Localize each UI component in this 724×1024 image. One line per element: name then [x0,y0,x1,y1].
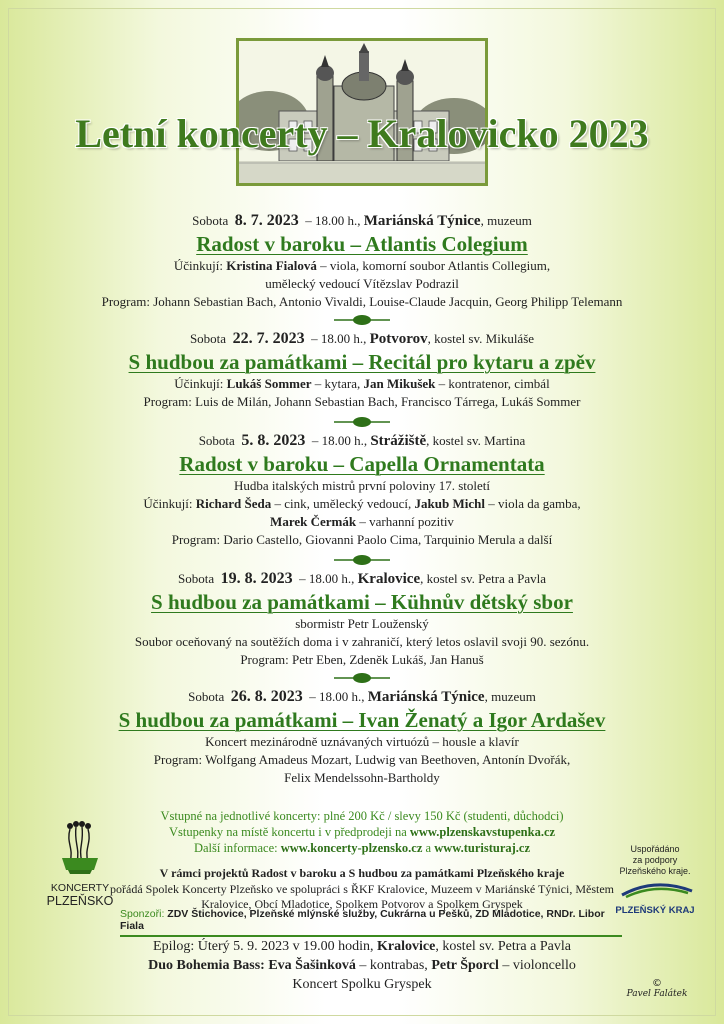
tourism-link[interactable]: www.turisturaj.cz [434,841,531,855]
event-detail-line: Koncert mezinárodně uznávaných virtuózů – housle a klavír [205,734,519,749]
ornament-divider-icon [332,554,392,566]
plzensky-kraj-logo: Uspořádáno za podpory Plzeňského kraje. PLZEŇSKÝ KRAJ [600,844,710,916]
event-title: S hudbou za památkami – Kühnův dětský sbor [151,590,573,614]
event-detail-line: Program: Wolfgang Amadeus Mozart, Ludwig van Beethoven, Antonín Dvořák, [153,752,571,767]
copyright: © Pavel Falátek [626,978,688,999]
event-detail-line: Soubor oceňovaný na soutěžích doma i v zahraničí, který letos oslavil svoji 90. sezónu. [134,634,590,649]
concert-event [0,432,724,549]
event-detail-line: Marek Čermák – varhanní pozitiv [270,514,454,529]
sponsors-names: ZDV Štichovice, Plzeňské mlýnské služby, Cukrárna u Pešků, ZD Mladotice, RNDr. Libor Fiala [120,908,605,932]
event-date-line: Sobota 19. 8. 2023 – 18.00 h., Kralovice, kostel sv. Petra a Pavla [178,570,546,587]
region-swoosh-icon [600,877,710,899]
event-detail-line: Účinkují: Richard Šeda – cink, umělecký vedoucí, Jakub Michl – viola da gamba, [143,496,581,511]
event-detail-line: Program: Dario Castello, Giovanni Paolo Cima, Tarquinio Merula a další [171,532,553,547]
music-notes-icon [40,818,120,880]
concert-event [0,688,724,787]
event-date-line: Sobota 8. 7. 2023 – 18.00 h., Mariánská Týnice, muzeum [192,212,532,229]
project-text: pořádá Spolek Koncerty Plzeňsko ve spolupráci s ŘKF Kralovice, Muzeem v Mariánské Týnici, Městem Kralovice, Obcí Mladotice, Spolkem Potvorov a Spolkem Gryspek [110,881,614,911]
concerts-link[interactable]: www.koncerty-plzensko.cz [280,841,423,855]
event-detail-line: Účinkují: Kristina Fialová – viola, komorní soubor Atlantis Collegium, [173,258,551,273]
ornament-divider-icon [332,416,392,428]
event-detail-line: Felix Mendelssohn-Bartholdy [284,770,440,785]
presale-info: Vstupenky na místě koncertu i v předprodeji na www.plzenskavstupenka.cz [168,825,556,839]
sponsors-label: Sponzoři: [120,908,168,920]
event-title: S hudbou za památkami – Recitál pro kytaru a zpěv [128,350,596,374]
concert-event [0,330,724,411]
event-detail-line: umělecký vedoucí Vítězslav Podrazil [265,276,459,291]
event-title: Radost v baroku – Atlantis Colegium [196,232,528,256]
project-info [100,866,624,913]
event-title: S hudbou za památkami – Ivan Ženatý a Igor Ardašev [118,708,606,732]
koncerty-plzensko-logo: KONCERTY PLZEŇSKO [40,818,120,910]
event-detail-line: sbormistr Petr Louženský [295,616,429,631]
ornament-divider-icon [332,672,392,684]
event-date-line: Sobota 22. 7. 2023 – 18.00 h., Potvorov, kostel sv. Mikuláše [189,330,535,347]
event-detail-line: Účinkují: Lukáš Sommer – kytara, Jan Mikušek – kontratenor, cimbál [174,376,550,391]
event-date-line: Sobota 26. 8. 2023 – 18.00 h., Mariánská Týnice, muzeum [188,688,536,705]
concert-event [0,212,724,311]
more-info: Další informace: www.koncerty-plzensko.cz a www.turisturaj.cz [193,841,531,855]
event-detail-line: Hudba italských mistrů první poloviny 17. století [233,478,490,493]
event-detail-line: Program: Luis de Milán, Johann Sebastian Bach, Francisco Tárrega, Lukáš Sommer [143,394,581,409]
page-title: Letní koncerty – Kralovicko 2023 [75,111,649,156]
ornament-divider-icon [332,314,392,326]
sponsors [120,908,622,937]
admission-price: Vstupné na jednotlivé koncerty: plné 200 Kč / slevy 150 Kč (studenti, důchodci) [160,809,564,823]
event-detail-line: Program: Johann Sebastian Bach, Antonio Vivaldi, Louise-Claude Jacquin, Georg Philipp Telemann [101,294,623,309]
epilog: Epilog: Úterý 5. 9. 2023 v 19.00 hodin, Kralovice, kostel sv. Petra a Pavla Duo Bohemia Bass: Eva Šašinková – kontrabas, Petr Šporcl – violoncello Koncert Spolku Gryspek [148,939,576,992]
concert-event [0,570,724,669]
event-date-line: Sobota 5. 8. 2023 – 18.00 h., Strážiště, kostel sv. Martina [198,432,526,449]
presale-link[interactable]: www.plzenskavstupenka.cz [409,825,556,839]
event-title: Radost v baroku – Capella Ornamentata [179,452,545,476]
project-heading: V rámci projektů Radost v baroku a S hudbou za památkami Plzeňského kraje [159,866,565,880]
event-detail-line: Program: Petr Eben, Zdeněk Lukáš, Jan Hanuš [240,652,484,667]
